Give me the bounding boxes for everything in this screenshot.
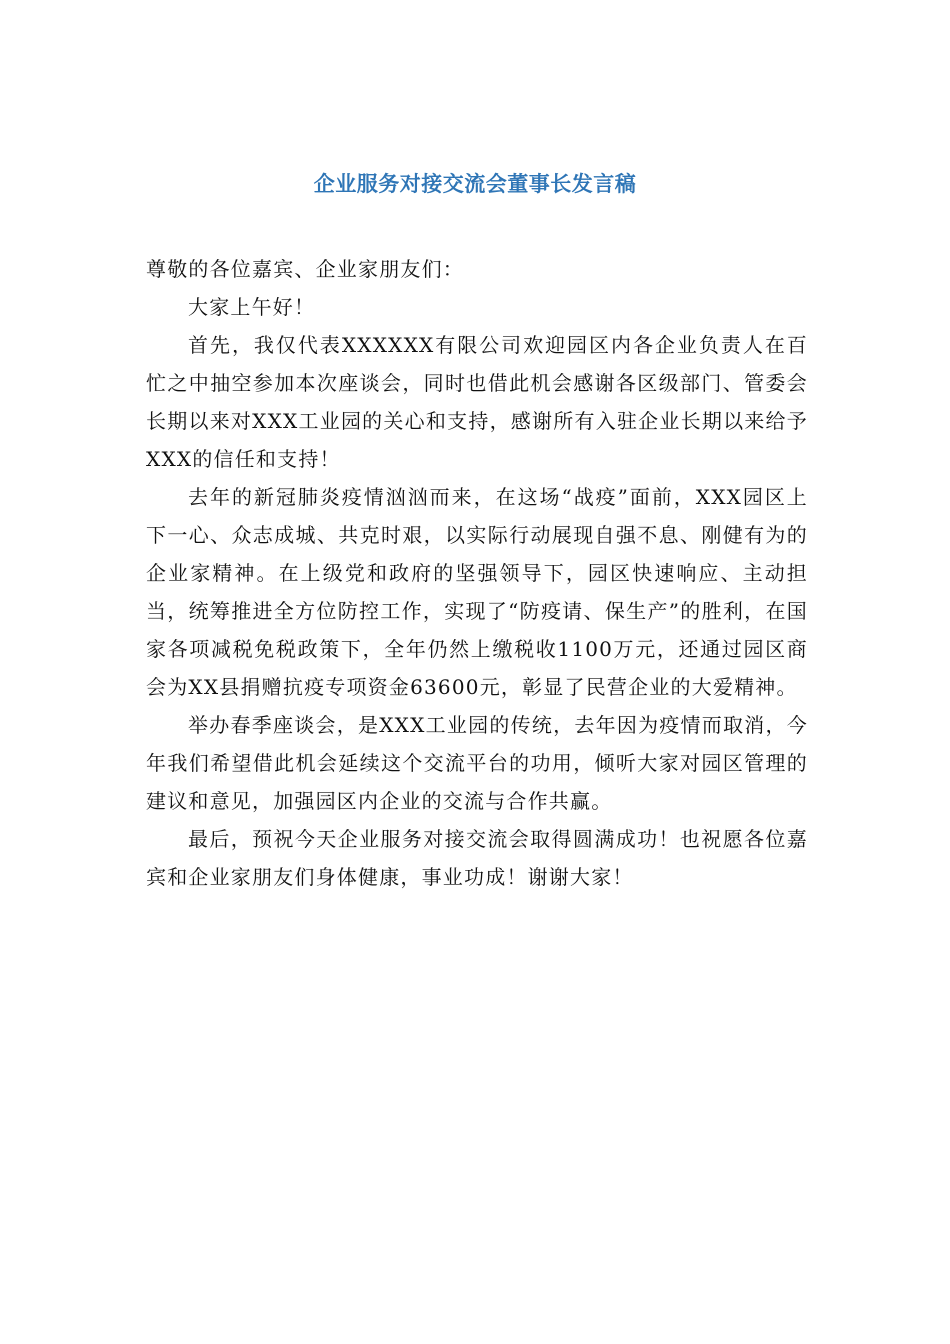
salutation: 尊敬的各位嘉宾、企业家朋友们： [146, 257, 464, 281]
paragraph-epidemic: 去年的新冠肺炎疫情汹汹而来，在这场“战疫”面前，XXX园区上下一心、众志成城、共克时艰，以实际行动展现自强不息、刚健有为的企业家精神。在上级党和政府的坚强领导下，园区快速响应、主动担当，统筹推进全方位防控工作，实现了“防疫请、保生产”的胜利，在国家各项减税免税政策下，全年仍然上缴税收1100万元，还通过园区商会为XX县捐赠抗疫专项资金63600元，彰显了民营企业的大爱精神。 [146, 485, 808, 699]
paragraph-welcome: 首先，我仅代表XXXXXX有限公司欢迎园区内各企业负责人在百忙之中抽空参加本次座谈会，同时也借此机会感谢各区级部门、管委会长期以来对XXX工业园的关心和支持，感谢所有入驻企业长期以来给予XXX的信任和支持！ [146, 333, 808, 471]
paragraph-closing: 最后，预祝今天企业服务对接交流会取得圆满成功！也祝愿各位嘉宾和企业家朋友们身体健康，事业功成！谢谢大家！ [146, 827, 808, 889]
paragraph-greeting: 大家上午好！ [188, 295, 316, 319]
paragraph-symposium: 举办春季座谈会，是XXX工业园的传统，去年因为疫情而取消，今年我们希望借此机会延续这个交流平台的功用，倾听大家对园区管理的建议和意见，加强园区内企业的交流与合作共赢。 [146, 713, 808, 813]
document-title: 企业服务对接交流会董事长发言稿 [313, 172, 637, 196]
document-body [146, 250, 808, 896]
